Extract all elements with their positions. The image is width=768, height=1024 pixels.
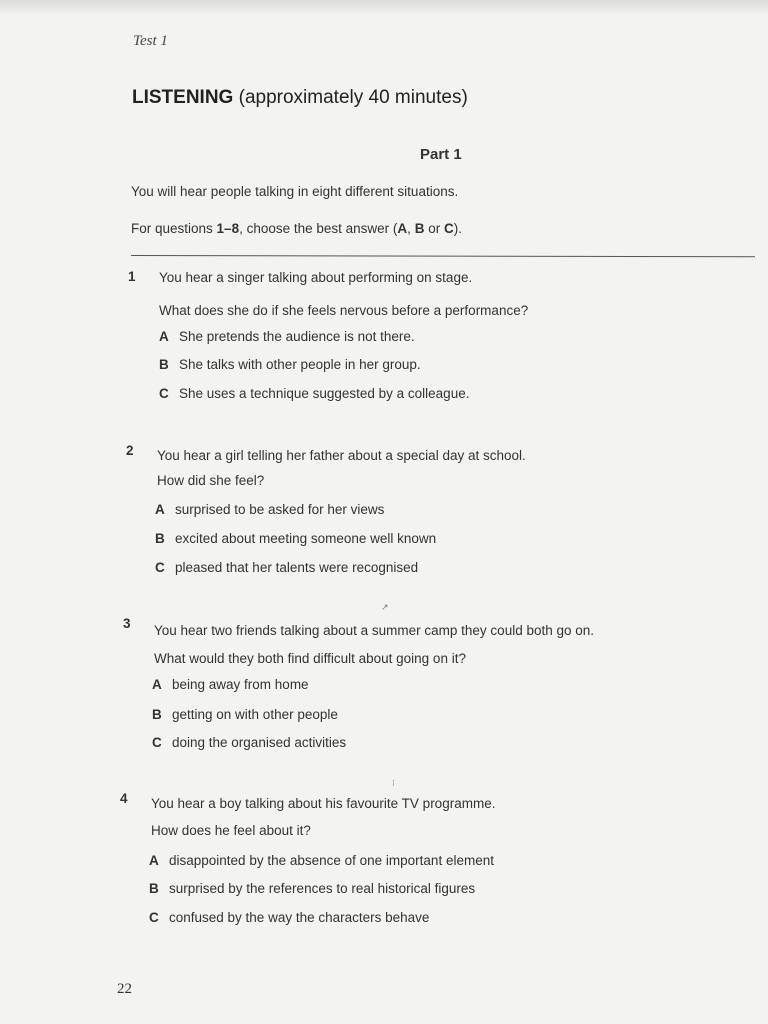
question-number: 4	[120, 791, 128, 806]
option-letter: A	[155, 502, 165, 517]
page-top-edge	[0, 0, 768, 16]
part-title: Part 1	[420, 146, 462, 163]
option-text: excited about meeting someone well known	[175, 531, 437, 546]
option-letter: B	[155, 531, 165, 546]
option-letter: C	[152, 735, 162, 750]
option-c-ref: C	[443, 221, 454, 236]
option-text: She uses a technique suggested by a colleague.	[179, 386, 470, 401]
option-letter: A	[149, 853, 159, 868]
divider-rule	[131, 255, 755, 257]
option-a	[159, 329, 415, 344]
option-c	[155, 560, 418, 575]
option-b	[149, 881, 475, 896]
option-a-ref: A	[397, 221, 408, 236]
page-number: 22	[117, 981, 132, 997]
option-letter: A	[159, 329, 169, 344]
option-a	[155, 502, 384, 517]
option-b	[155, 531, 436, 546]
section-title	[132, 87, 468, 109]
option-text: She talks with other people in her group.	[179, 357, 421, 372]
option-text: confused by the way the characters behave	[169, 910, 430, 925]
option-b	[152, 707, 338, 722]
option-letter: B	[152, 707, 162, 722]
section-title-rest: (approximately 40 minutes)	[233, 87, 468, 108]
question-context: You hear a girl telling her father about a special day at school.	[157, 448, 526, 463]
stray-pen-mark: ↗	[381, 602, 389, 612]
option-text: being away from home	[172, 677, 309, 692]
option-b	[159, 357, 421, 372]
option-text: surprised by the references to real historical figures	[169, 881, 476, 896]
question-range: 1–8	[216, 221, 240, 236]
instruction-text: ,	[407, 221, 415, 236]
instruction-line-1: You will hear people talking in eight different situations.	[131, 184, 459, 199]
instruction-text: , choose the best answer (	[239, 221, 398, 236]
instruction-text: For questions	[131, 221, 217, 236]
option-text: getting on with other people	[172, 707, 338, 722]
option-text: She pretends the audience is not there.	[179, 329, 415, 344]
option-a	[152, 677, 309, 692]
option-letter: C	[155, 560, 165, 575]
question-context: You hear a singer talking about performing on stage.	[159, 270, 473, 285]
option-letter: C	[159, 386, 169, 401]
option-c	[159, 386, 469, 401]
running-head: Test 1	[133, 33, 168, 49]
instruction-line-2	[131, 221, 462, 236]
instruction-text: ).	[453, 221, 462, 236]
question-context: You hear two friends talking about a summer camp they could both go on.	[154, 623, 595, 638]
question-prompt: What would they both find difficult about going on it?	[154, 651, 466, 666]
question-prompt: How does he feel about it?	[151, 823, 311, 838]
question-number: 1	[128, 269, 136, 284]
option-c	[149, 910, 429, 925]
section-title-strong: LISTENING	[132, 87, 234, 108]
option-c	[152, 735, 346, 750]
question-prompt: How did she feel?	[157, 473, 265, 488]
option-text: pleased that her talents were recognised	[175, 560, 419, 575]
question-context: You hear a boy talking about his favourite TV programme.	[151, 796, 496, 811]
stray-pen-mark: ⁝	[392, 778, 395, 788]
option-text: disappointed by the absence of one important element	[169, 853, 494, 868]
question-number: 3	[123, 616, 131, 631]
question-prompt: What does she do if she feels nervous before a performance?	[159, 303, 529, 318]
option-text: doing the organised activities	[172, 735, 347, 750]
option-letter: B	[149, 881, 159, 896]
option-b-ref: B	[414, 221, 425, 236]
instruction-text: or	[424, 221, 444, 236]
option-a	[149, 853, 494, 868]
option-letter: A	[152, 677, 162, 692]
question-number: 2	[126, 443, 134, 458]
option-letter: C	[149, 910, 159, 925]
option-letter: B	[159, 357, 169, 372]
option-text: surprised to be asked for her views	[175, 502, 385, 517]
